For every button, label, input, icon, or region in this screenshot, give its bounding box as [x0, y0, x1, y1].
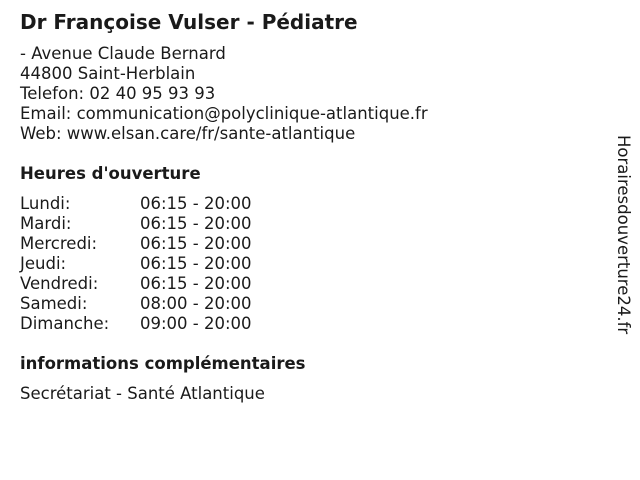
contact-block: [20, 44, 428, 144]
email-link[interactable]: communication@polyclinique-atlantique.fr: [76, 104, 428, 123]
day-label: Dimanche:: [20, 314, 110, 333]
web-prefix: Web:: [20, 124, 67, 143]
day-label: Mardi:: [20, 214, 72, 233]
day-label: Mercredi:: [20, 234, 98, 253]
phone-line: Telefon: 02 40 95 93 93: [20, 84, 216, 103]
day-label: Jeudi:: [20, 254, 67, 273]
day-label: Vendredi:: [20, 274, 99, 293]
time-range: 06:15 - 20:00: [140, 194, 252, 213]
time-range: 06:15 - 20:00: [140, 214, 252, 233]
additional-info-heading: informations complémentaires: [20, 354, 306, 373]
time-range: 09:00 - 20:00: [140, 314, 252, 333]
additional-info-text: Secrétariat - Santé Atlantique: [20, 384, 265, 403]
time-range: 08:00 - 20:00: [140, 294, 252, 313]
time-range: 06:15 - 20:00: [140, 254, 252, 273]
web-link[interactable]: www.elsan.care/fr/sante-atlantique: [66, 124, 356, 143]
site-watermark-label: Horairesdouverture24.fr: [614, 135, 633, 335]
page-title: Dr Françoise Vulser - Pédiatre: [20, 10, 358, 34]
time-range: 06:15 - 20:00: [140, 274, 252, 293]
email-prefix: Email:: [20, 104, 77, 123]
day-label: Lundi:: [20, 194, 71, 213]
opening-hours-heading: Heures d'ouverture: [20, 164, 201, 183]
web-line: [20, 124, 428, 144]
email-line: [20, 104, 428, 124]
city-address: 44800 Saint-Herblain: [20, 64, 196, 83]
time-range: 06:15 - 20:00: [140, 234, 252, 253]
day-label: Samedi:: [20, 294, 88, 313]
street-address: - Avenue Claude Bernard: [20, 44, 226, 63]
